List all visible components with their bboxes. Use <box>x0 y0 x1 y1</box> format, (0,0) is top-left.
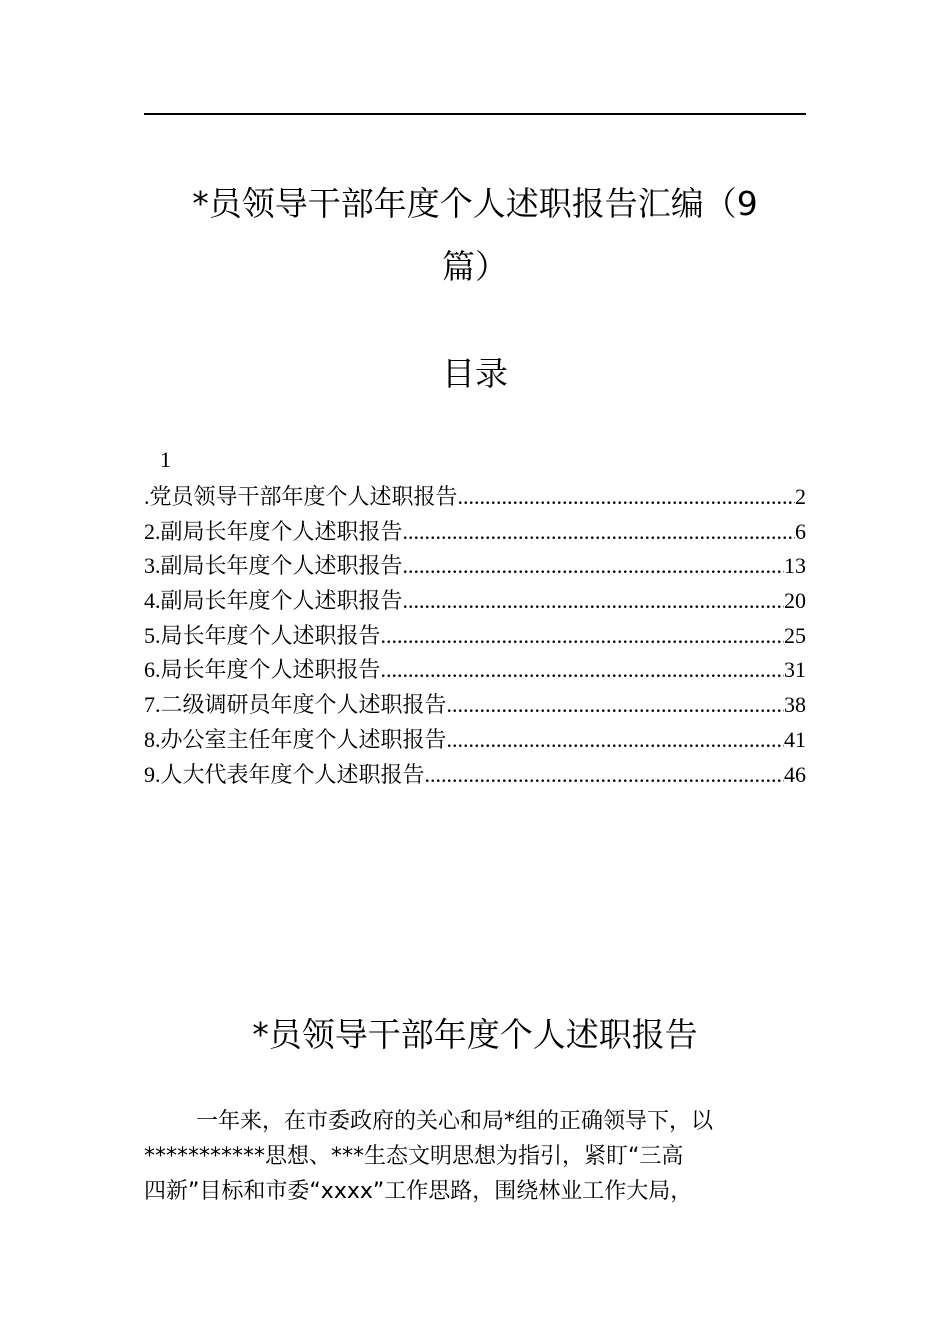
toc-entry-title: .党员领导干部年度个人述职报告 <box>144 484 458 509</box>
toc-entry[interactable] <box>144 688 806 723</box>
toc-dot-leader <box>381 653 784 688</box>
table-of-contents <box>144 480 806 792</box>
toc-dot-leader <box>381 619 784 654</box>
toc-entry-page-number: 25 <box>784 622 806 648</box>
toc-dot-leader <box>425 758 784 793</box>
toc-dot-leader <box>447 723 784 758</box>
body-line: 一年来，在市委政府的关心和局*组的正确领导下，以 <box>196 1109 714 1134</box>
toc-entry-page-number: 38 <box>784 692 806 718</box>
toc-entry-page-number: 20 <box>784 588 806 614</box>
toc-entry-page-number: 46 <box>784 761 806 787</box>
toc-entry-page-number: 2 <box>795 484 806 509</box>
toc-entry-title: 4.副局长年度个人述职报告 <box>144 588 403 614</box>
toc-entry-page-number: 13 <box>784 553 806 579</box>
toc-entry[interactable] <box>144 584 806 619</box>
document-title-line-2: 篇） <box>442 247 508 286</box>
toc-entry-title: 6.局长年度个人述职报告 <box>144 657 381 683</box>
toc-entry-title: 9.人大代表年度个人述职报告 <box>144 761 425 787</box>
toc-entry-page-number: 6 <box>795 518 806 544</box>
section-title: *员领导干部年度个人述职报告 <box>252 1015 698 1054</box>
toc-entry-title: 7.二级调研员年度个人述职报告 <box>144 692 447 718</box>
toc-entry-title: 5.局长年度个人述职报告 <box>144 622 381 648</box>
toc-entry[interactable] <box>144 480 806 515</box>
toc-entry[interactable] <box>144 758 806 793</box>
toc-heading: 目录 <box>442 354 508 393</box>
toc-entry-title: 8.办公室主任年度个人述职报告 <box>144 726 447 752</box>
toc-dot-leader <box>403 584 784 619</box>
document-title <box>144 172 806 298</box>
toc-entry[interactable] <box>144 653 806 688</box>
toc-entry-page-number: 41 <box>784 726 806 752</box>
toc-entry-title: 2.副局长年度个人述职报告 <box>144 518 403 544</box>
body-paragraph <box>144 1104 806 1209</box>
toc-first-entry-number: 1 <box>160 447 171 472</box>
body-line: ***********思想、***生态文明思想为指引，紧盯“三高 <box>144 1144 684 1169</box>
toc-dot-leader <box>403 549 784 584</box>
toc-entry-page-number: 31 <box>784 657 806 683</box>
toc-dot-leader <box>447 688 784 723</box>
document-title-line-1: *员领导干部年度个人述职报告汇编（9 <box>192 184 758 223</box>
toc-entry[interactable] <box>144 723 806 758</box>
toc-entry[interactable] <box>144 515 806 550</box>
top-horizontal-rule <box>144 113 806 115</box>
toc-dot-leader <box>403 515 795 550</box>
toc-dot-leader <box>458 480 795 515</box>
toc-entry[interactable] <box>144 549 806 584</box>
toc-entry-title: 3.副局长年度个人述职报告 <box>144 553 403 579</box>
body-line: 四新”目标和市委“xxxx”工作思路，围绕林业工作大局， <box>144 1179 693 1204</box>
toc-entry[interactable] <box>144 619 806 654</box>
